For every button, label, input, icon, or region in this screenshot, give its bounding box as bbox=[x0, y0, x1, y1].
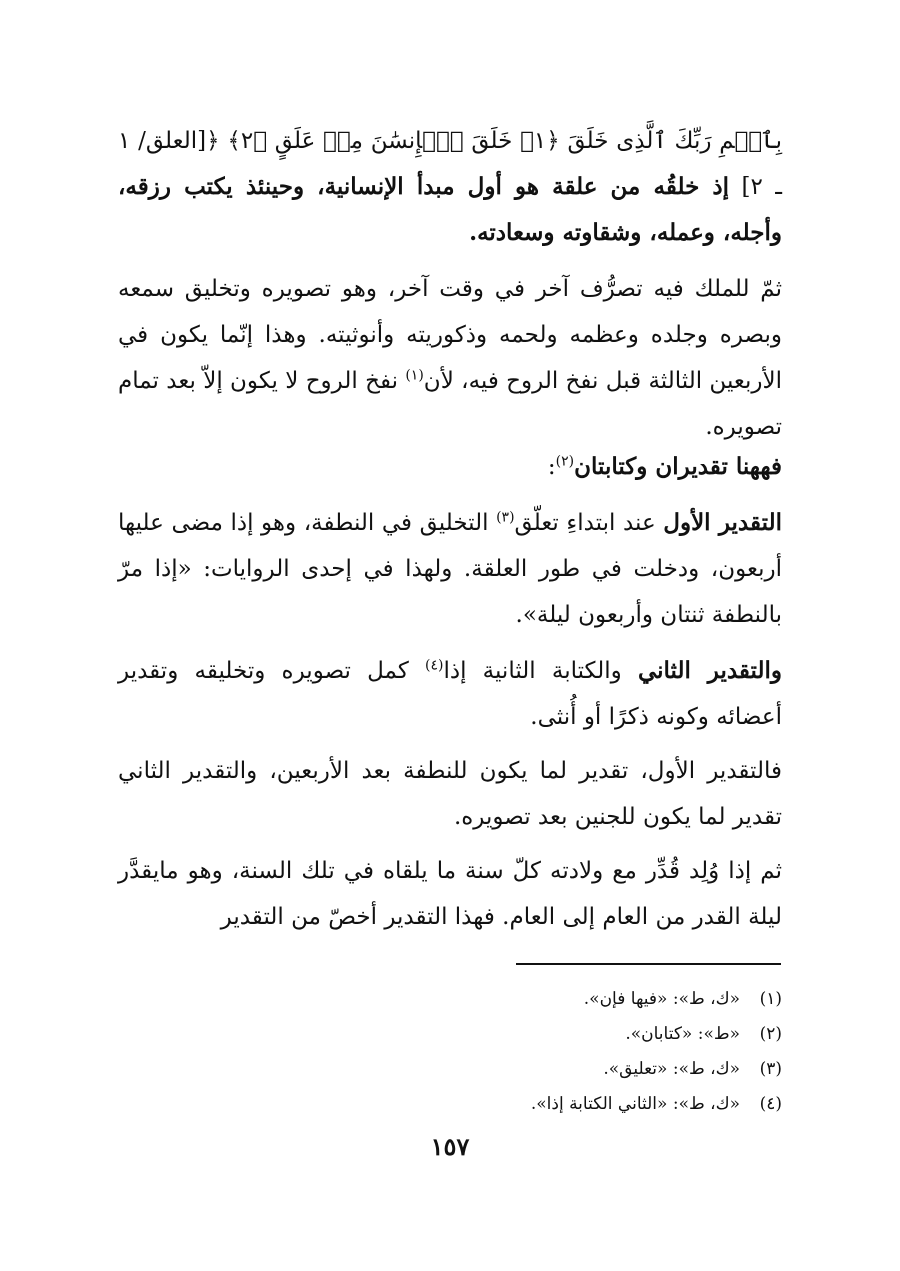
footnote-item bbox=[300, 982, 782, 1017]
footnote-text: «ك، ط»: «تعليق». bbox=[603, 1059, 740, 1079]
footnote-number: (٣) bbox=[759, 1059, 782, 1079]
footnote-ref-2[interactable]: (٢) bbox=[555, 453, 575, 470]
paragraph-text: التخليق في النطفة، وهو إذا مضى عليها أربعون، ودخلت في طور العلقة. ولهذا في إحدى الروايات: «إذا مرّ بالنطفة ثنتان وأربعون ليلة». bbox=[118, 510, 782, 628]
quran-reference: ﴿[العلق/ ١ ـ ٢] bbox=[118, 128, 783, 200]
footnote-ref-3[interactable]: (٣) bbox=[496, 509, 515, 526]
paragraph-text: نفخ الروح لا يكون إلاّ بعد تمام تصويره. bbox=[118, 368, 782, 440]
footnotes-list bbox=[300, 982, 782, 1122]
footnote-item bbox=[300, 1017, 782, 1052]
section-heading bbox=[118, 444, 782, 490]
paragraph-comparison bbox=[118, 748, 782, 840]
footnote-ref-1[interactable]: (١) bbox=[405, 367, 424, 384]
term-second-decree: والتقدير الثاني bbox=[637, 657, 782, 684]
paragraph-second-decree bbox=[118, 648, 782, 740]
paragraph-text: إذ خلقُه من علقة هو أول مبدأ الإنسانية، وحينئذ يكتب رزقه، وأجله، وعمله، وشقاوته وسعادته. bbox=[118, 173, 782, 246]
term-first-decree: التقدير الأول bbox=[663, 509, 782, 536]
paragraph-text: كمل تصويره وتخليقه وتقدير أعضائه وكونه ذكرًا أو أُنثى. bbox=[118, 658, 782, 730]
footnote-divider bbox=[516, 963, 781, 965]
paragraph-text: والكتابة الثانية إذا bbox=[443, 658, 638, 684]
heading-colon: : bbox=[547, 454, 556, 480]
footnote-number: (٤) bbox=[759, 1094, 782, 1114]
paragraph-text: ثم إذا وُلِد قُدِّر مع ولادته كلّ سنة ما يلقاه في تلك السنة، وهو مايقدَّر ليلة القدر من العام إلى العام. فهذا التقدير أخصّ من التقدير bbox=[118, 858, 782, 930]
paragraph-second-stage bbox=[118, 266, 782, 450]
paragraph-text: ثمّ للملك فيه تصرُّف آخر في وقت آخر، وهو تصويره وتخليق سمعه وبصره وجلده وعظمه ولحمه وذكوريته وأنوثيته. وهذا إنّما يكون في الأربعين الثالثة قبل نفخ الروح فيه، لأن bbox=[118, 276, 782, 394]
footnote-text: «ك، ط»: «الثاني الكتابة إذا». bbox=[530, 1094, 740, 1114]
heading-text: فههنا تقديران وكتابتان bbox=[574, 453, 782, 480]
quran-verse: بِٱسۡمِ رَبِّكَ ٱلَّذِى خَلَقَ ﴿١﴾ خَلَقَ ٱلۡإِنسَٰنَ مِنۡ عَلَقٍ ﴿٢﴾ bbox=[227, 128, 782, 154]
paragraph-text: فالتقدير الأول، تقدير لما يكون للنطفة بعد الأربعين، والتقدير الثاني تقدير لما يكون للجنين بعد تصويره. bbox=[118, 758, 782, 830]
paragraph-yearly-decree bbox=[118, 848, 782, 940]
footnote-text: «ك، ط»: «فيها فإن». bbox=[583, 989, 740, 1009]
paragraph-text: عند ابتداءِ تعلّق bbox=[514, 510, 664, 536]
footnote-text: «ط»: «كتابان». bbox=[625, 1024, 740, 1044]
footnote-ref-4[interactable]: (٤) bbox=[424, 657, 444, 674]
paragraph-first-decree bbox=[118, 500, 782, 638]
paragraph-quran-verse bbox=[118, 118, 782, 256]
page-number: ١٥٧ bbox=[430, 1132, 470, 1161]
footnote-number: (٢) bbox=[759, 1024, 782, 1044]
footnote-number: (١) bbox=[759, 989, 782, 1009]
footnote-item bbox=[300, 1052, 782, 1087]
footnote-item bbox=[300, 1087, 782, 1122]
